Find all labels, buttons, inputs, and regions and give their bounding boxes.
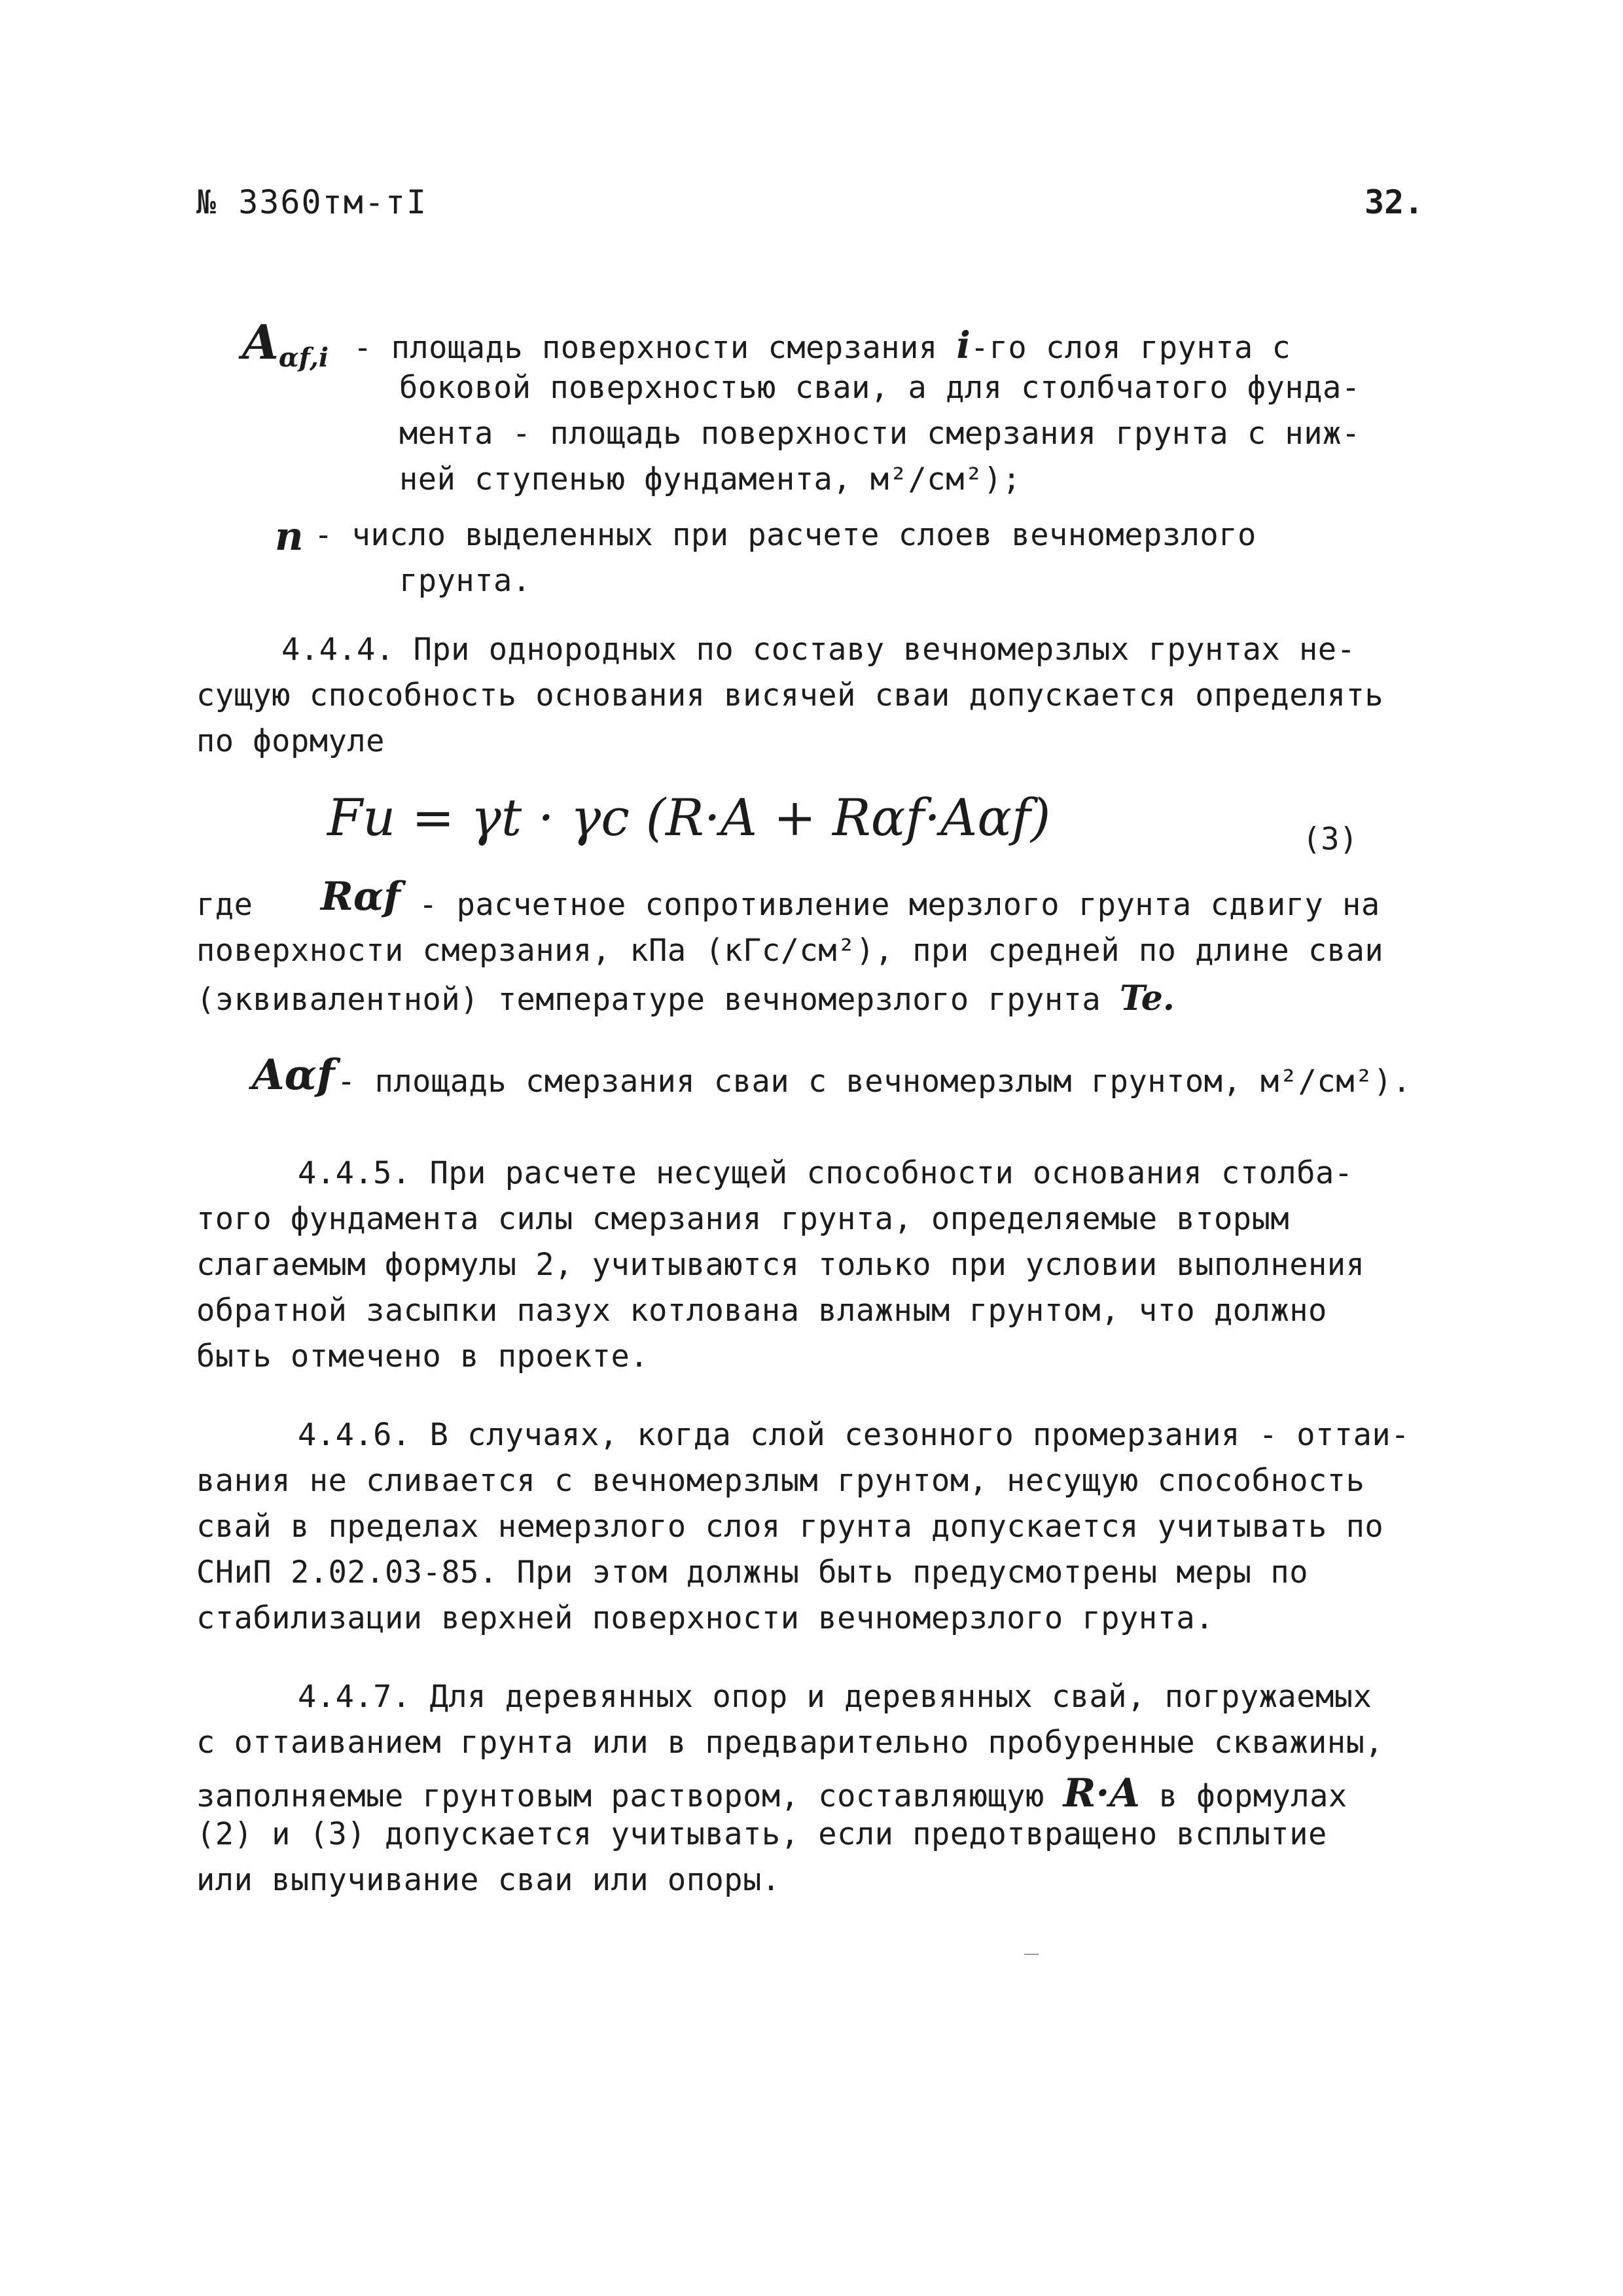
paragraph-4-4-5-line: обратной засыпки пазух котлована влажным грунтом, что должно [196,1293,1327,1329]
paragraph-4-4-4-line: 4.4.4. При однородных по составу вечномерзлых грунтах не- [281,632,1356,668]
paragraph-4-4-6-line: стабилизации верхней поверхности вечномерзлого грунта. [196,1600,1215,1636]
section-number: 4.4.6. [298,1417,411,1453]
paragraph-4-4-4-line: по формуле [196,723,385,759]
definition-line: грунта. [399,563,531,599]
paragraph-4-4-4-line: сущую способность основания висячей сваи допускается определять [196,677,1384,713]
where-line: (эквивалентной) температуре вечномерзлого грунта Te. [196,978,1175,1018]
paragraph-4-4-5-line: того фундамента силы смерзания грунта, определяемые вторым [196,1201,1290,1237]
paragraph-4-4-7-line: 4.4.7. Для деревянных опор и деревянных свай, погружаемых [298,1679,1372,1715]
paragraph-4-4-7-line: (2) и (3) допускается учитывать, если предотвращено всплытие [196,1816,1327,1852]
paragraph-4-4-7-line: с оттаиванием грунта или в предварительно пробуренные скважины, [196,1725,1384,1761]
definition-line: боковой поверхностью сваи, а для столбчатого фунда- [399,370,1361,406]
symbol-a-af: Aαf [252,1050,335,1100]
symbol-a-af-i: $A_{\alpha f,i}$ [242,314,329,373]
where-word: где [196,887,253,923]
definition-line: мента - площадь поверхности смерзания грунта с ниж- [399,416,1361,452]
symbol-r-af: Rαf [321,874,401,920]
document-number: № 3360тм-тI [196,183,428,221]
paragraph-4-4-6-line: свай в пределах немерзлого слоя грунта допускается учитывать по [196,1509,1384,1545]
definition-line: - площадь поверхности смерзания i-го слоя грунта с [353,324,1291,367]
symbol-r-a: R·A [1063,1770,1140,1816]
definition-line: - число выделенных при расчете слоев вечномерзлого [314,517,1257,553]
paragraph-4-4-5-line: 4.4.5. При расчете несущей способности основания столба- [298,1155,1353,1191]
paragraph-4-4-6-line: вания не сливается с вечномерзлым грунтом, несущую способность [196,1463,1365,1499]
formula-3: Fu = γt · γc (R·A + Rαf·Aαf) [327,789,1051,848]
paragraph-4-4-5-line: быть отмечено в проекте. [196,1338,649,1374]
section-number: 4.4.4. [281,632,395,668]
paragraph-4-4-7-line: заполняемые грунтовым раствором, составляющую R·A в формулах [196,1770,1347,1816]
paragraph-4-4-5-line: слагаемым формулы 2, учитываются только при условии выполнения [196,1247,1365,1283]
definition-line: ней ступенью фундамента, м²/см²); [399,461,1022,497]
section-number: 4.4.7. [298,1679,411,1715]
symbol-n: n [275,514,304,560]
where-line: - площадь смерзания сваи с вечномерзлым грунтом, м²/см²). [337,1064,1412,1100]
paragraph-4-4-6-line: 4.4.6. В случаях, когда слой сезонного промерзания - оттаи- [298,1417,1410,1453]
scan-mark [1024,1954,1039,1955]
page-number: 32. [1364,183,1424,221]
paragraph-4-4-7-line: или выпучивание сваи или опоры. [196,1862,781,1898]
where-line: поверхности смерзания, кПа (кГс/см²), при средней по длине сваи [196,933,1384,969]
section-number: 4.4.5. [298,1155,411,1191]
formula-number: (3) [1302,821,1358,857]
paragraph-4-4-6-line: СНиП 2.02.03-85. При этом должны быть предусмотрены меры по [196,1554,1308,1590]
where-line: - расчетное сопротивление мерзлого грунта сдвигу на [419,887,1380,923]
